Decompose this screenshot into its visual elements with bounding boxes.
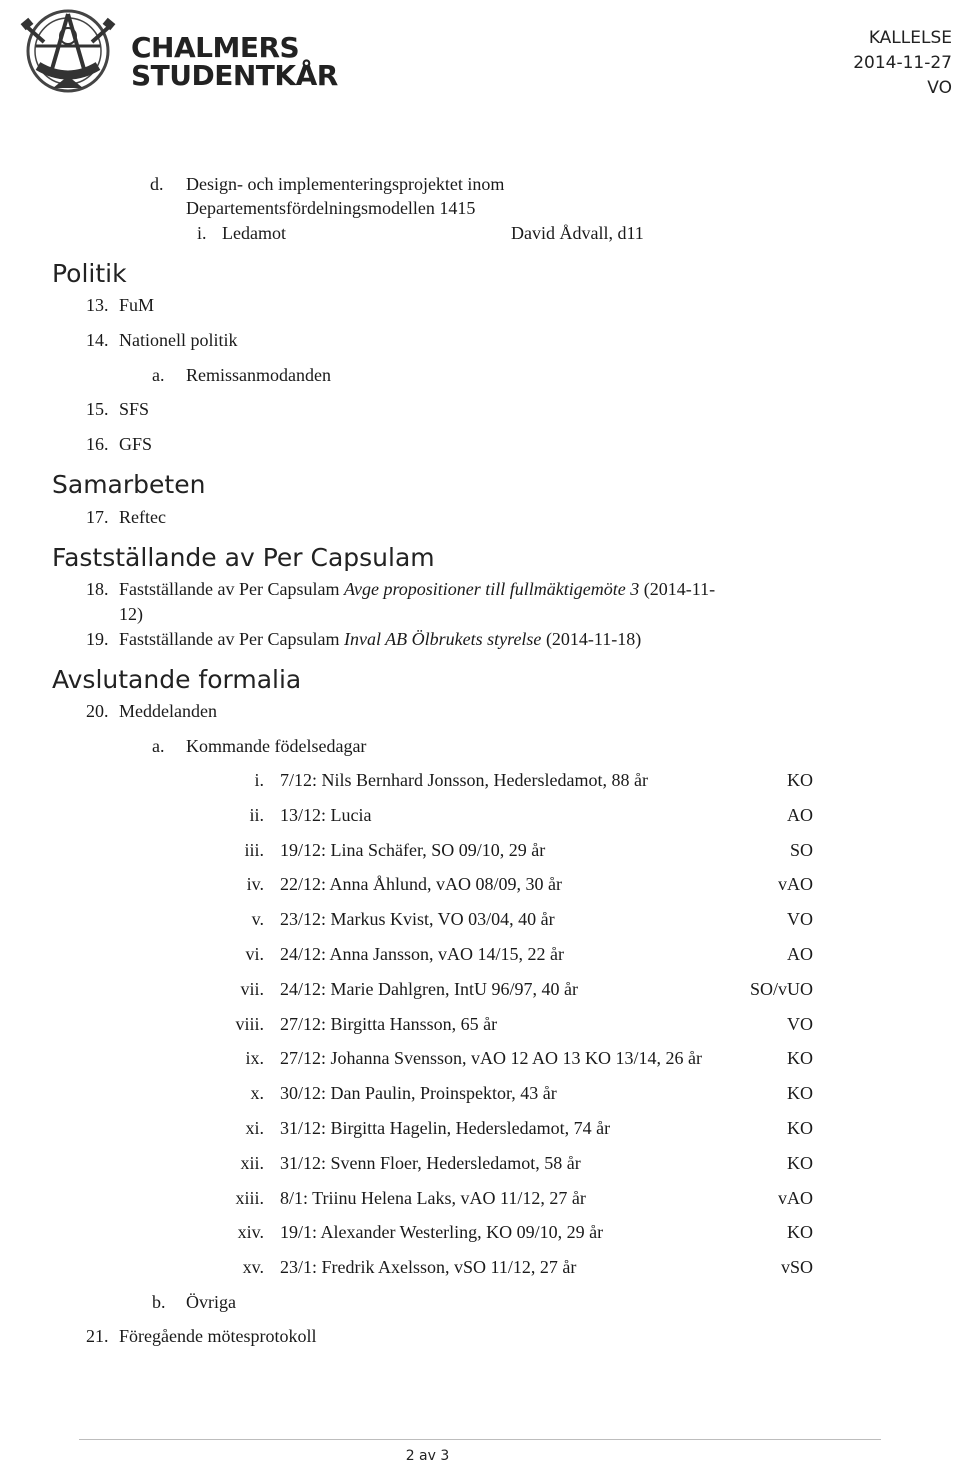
item-19-num: 19.	[86, 629, 109, 649]
birthday-tag: vSO	[780, 1257, 813, 1277]
birthday-num: ii.	[249, 805, 264, 825]
item-20b-text: Övriga	[186, 1292, 236, 1312]
birthday-text: 31/12: Birgitta Hagelin, Hedersledamot, 74 år	[280, 1118, 611, 1138]
birthday-num: iv.	[246, 874, 264, 894]
birthday-num: vi.	[245, 944, 264, 964]
birthday-text: 8/1: Triinu Helena Laks, vAO 11/12, 27 år	[280, 1188, 586, 1208]
doc-date: 2014-11-27	[853, 53, 952, 73]
birthday-num: viii.	[235, 1014, 264, 1034]
heading-faststallande: Fastställande av Per Capsulam	[52, 543, 435, 572]
brand-line-2: STUDENTKÅR	[131, 59, 338, 92]
birthday-text: 27/12: Johanna Svensson, vAO 12 AO 13 KO 13/14, 26 år	[280, 1048, 702, 1068]
item-13-num: 13.	[86, 295, 109, 315]
birthday-text: 30/12: Dan Paulin, Proinspektor, 43 år	[280, 1083, 557, 1103]
birthday-text: 24/12: Anna Jansson, vAO 14/15, 22 år	[280, 944, 564, 964]
birthday-text: 22/12: Anna Åhlund, vAO 08/09, 30 år	[280, 874, 562, 894]
birthday-num: xiii.	[235, 1188, 264, 1208]
birthday-tag: SO/vUO	[749, 979, 813, 999]
brand-line-1: CHALMERS	[131, 31, 300, 64]
item-14a-text: Remissanmodanden	[186, 365, 331, 385]
birthday-num: ix.	[245, 1048, 264, 1068]
item-14-num: 14.	[86, 330, 109, 350]
birthday-text: 19/12: Lina Schäfer, SO 09/10, 29 år	[280, 840, 546, 860]
item-15-text: SFS	[119, 399, 150, 419]
birthday-num: v.	[251, 909, 264, 929]
birthday-text: 13/12: Lucia	[280, 805, 372, 825]
page-number: 2 av 3	[405, 1448, 450, 1464]
birthday-text: 31/12: Svenn Floer, Hedersledamot, 58 år	[280, 1153, 581, 1173]
item-19-italic: Inval AB Ölbrukets styrelse	[343, 629, 542, 649]
sub-i-name: David Ådvall, d11	[511, 223, 644, 243]
doc-author: VO	[927, 78, 952, 98]
item-d-line2: Departementsfördelningsmodellen 1415	[186, 198, 476, 218]
heading-politik: Politik	[52, 259, 127, 288]
birthday-tag: KO	[787, 1048, 813, 1068]
item-21-num: 21.	[86, 1326, 109, 1346]
item-18-num: 18.	[86, 579, 109, 599]
birthday-tag: KO	[787, 1083, 813, 1103]
sub-i-marker: i.	[197, 223, 207, 243]
footer-divider	[79, 1439, 881, 1440]
item-13-text: FuM	[119, 295, 155, 315]
birthday-text: 19/1: Alexander Westerling, KO 09/10, 29 år	[280, 1222, 604, 1242]
birthday-tag: vAO	[778, 874, 813, 894]
birthday-tag: SO	[789, 840, 813, 860]
item-18-text	[119, 580, 715, 598]
item-d-marker: d.	[150, 174, 164, 194]
item-18-tail: (2014-11-	[643, 579, 716, 599]
sub-i-label: Ledamot	[222, 223, 286, 243]
item-19-text	[119, 630, 641, 648]
birthday-tag: KO	[787, 1118, 813, 1138]
item-18-cont: 12)	[119, 604, 143, 624]
birthday-tag: AO	[787, 805, 813, 825]
birthday-num: x.	[250, 1083, 264, 1103]
birthday-tag: VO	[787, 1014, 813, 1034]
item-16-text: GFS	[119, 434, 153, 454]
birthday-tag: vAO	[778, 1188, 813, 1208]
item-15-num: 15.	[86, 399, 109, 419]
item-19-plain: Fastställande av Per Capsulam	[119, 629, 340, 649]
item-16-num: 16.	[86, 434, 109, 454]
chalmers-studentkar-logo	[8, 6, 128, 101]
item-20-num: 20.	[86, 701, 109, 721]
item-14a-marker: a.	[152, 365, 165, 385]
doc-type: KALLELSE	[868, 28, 952, 48]
item-18-italic: Avge propositioner till fullmäktigemöte 3	[343, 579, 640, 599]
birthday-num: iii.	[244, 840, 264, 860]
item-19-tail: (2014-11-18)	[545, 629, 642, 649]
birthday-num: xv.	[242, 1257, 264, 1277]
item-17-text: Reftec	[119, 507, 166, 527]
item-14-text: Nationell politik	[119, 330, 238, 350]
heading-avslutande: Avslutande formalia	[52, 665, 302, 694]
birthday-tag: VO	[787, 909, 813, 929]
heading-samarbeten: Samarbeten	[52, 470, 206, 499]
birthday-text: 27/12: Birgitta Hansson, 65 år	[280, 1014, 498, 1034]
item-20a-marker: a.	[152, 736, 165, 756]
birthday-num: xiv.	[237, 1222, 264, 1242]
birthday-text: 23/12: Markus Kvist, VO 03/04, 40 år	[280, 909, 555, 929]
birthday-text: 24/12: Marie Dahlgren, IntU 96/97, 40 år	[280, 979, 578, 999]
birthday-tag: AO	[787, 944, 813, 964]
birthday-text: 7/12: Nils Bernhard Jonsson, Hedersledamot, 88 år	[280, 770, 648, 790]
item-20b-marker: b.	[152, 1292, 166, 1312]
birthday-text: 23/1: Fredrik Axelsson, vSO 11/12, 27 år	[280, 1257, 577, 1277]
item-20-text: Meddelanden	[119, 701, 217, 721]
item-20a-text: Kommande födelsedagar	[186, 736, 367, 756]
birthday-tag: KO	[787, 1153, 813, 1173]
birthday-num: xi.	[245, 1118, 264, 1138]
item-18-plain: Fastställande av Per Capsulam	[119, 579, 340, 599]
item-d-line1: Design- och implementeringsprojektet inom	[186, 174, 505, 194]
birthday-tag: KO	[787, 1222, 813, 1242]
birthday-num: vii.	[240, 979, 264, 999]
item-21-text: Föregående mötesprotokoll	[119, 1326, 317, 1346]
birthday-num: i.	[254, 770, 264, 790]
birthday-tag: KO	[787, 770, 813, 790]
birthday-num: xii.	[240, 1153, 264, 1173]
item-17-num: 17.	[86, 507, 109, 527]
